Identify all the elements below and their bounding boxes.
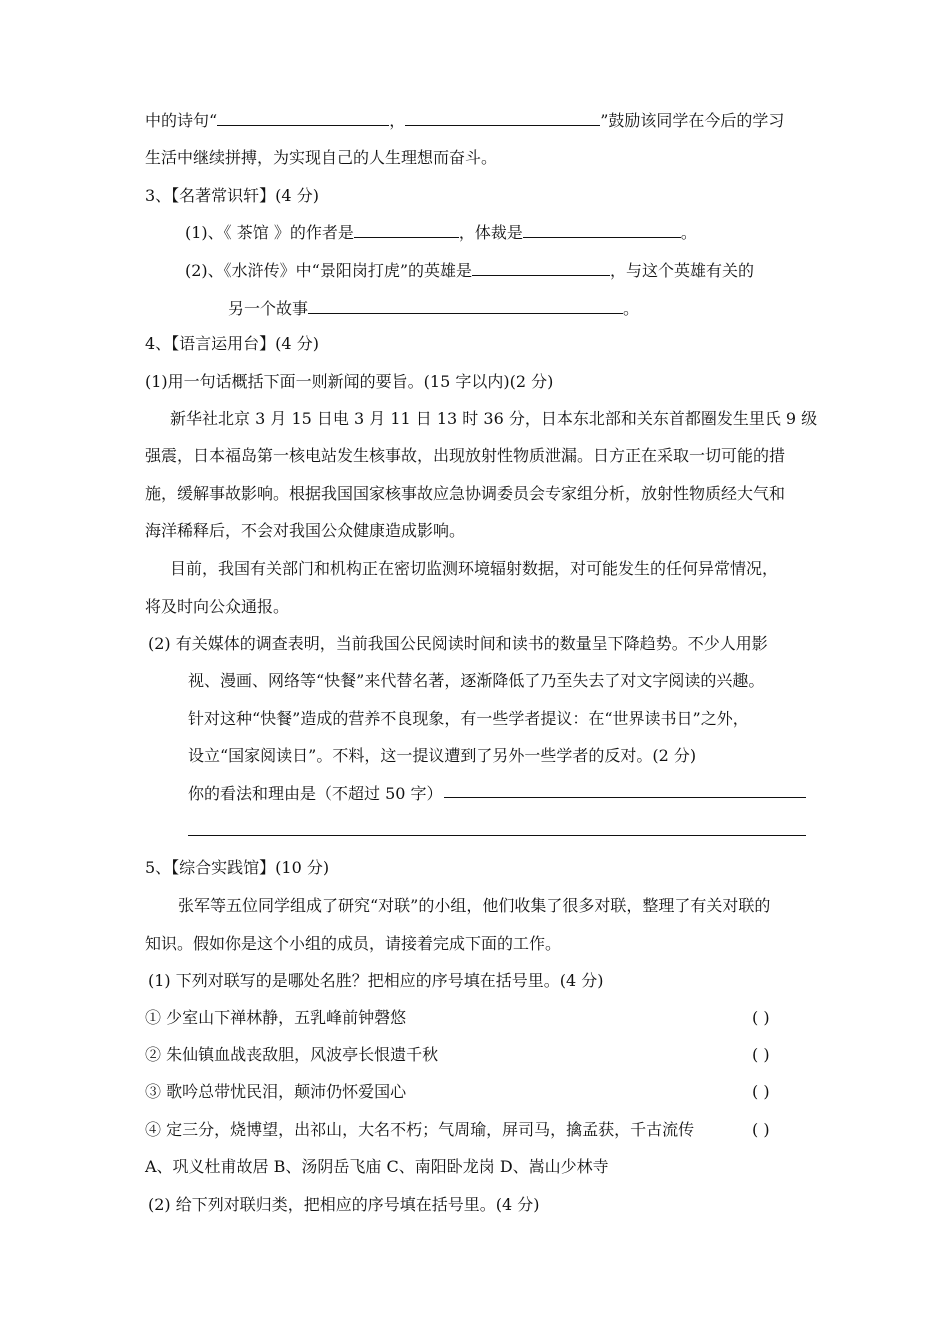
answer-line[interactable] [444,797,806,798]
text-segment: 。 [680,223,697,242]
answer-line[interactable] [188,835,806,836]
fill-blank[interactable] [217,110,389,126]
q5-options: A、巩义杜甫故居 B、汤阴岳飞庙 C、南阳卧龙岗 D、嵩山少林寺 [145,1157,609,1176]
news-text-line: 将及时向公众通报。 [145,597,290,616]
couplet-item: ④ 定三分，烧博望，出祁山，大名不朽；气周瑜，屏司马，擒孟获，千古流传 [145,1120,695,1139]
q5-sub2: (2) 给下列对联归类，把相应的序号填在括号里。(4 分) [148,1195,540,1214]
couplet-item: ② 朱仙镇血战丧敌胆，风波亭长恨遗千秋 [145,1045,439,1064]
answer-paren[interactable]: ( ) [752,1120,770,1139]
section-heading-q5: 5、【综合实践馆】(10 分) [145,858,330,877]
answer-paren[interactable]: ( ) [752,1008,770,1027]
q5-intro-line: 张军等五位同学组成了研究“对联”的小组，他们收集了很多对联，整理了有关对联的 [178,896,771,915]
q3-item-1 [185,222,850,243]
q5-intro-line: 知识。假如你是这个小组的成员，请接着完成下面的工作。 [145,934,562,953]
answer-paren[interactable]: ( ) [752,1045,770,1064]
poem-fill-line [145,110,810,131]
fill-blank[interactable] [308,298,623,314]
q4-sub2-line: 针对这种“快餐”造成的营养不良现象，有一些学者提议：在“世界读书日”之外， [188,709,749,728]
q4-answer-prompt: 你的看法和理由是（不超过 50 字） [188,784,443,803]
text-line: 生活中继续拼搏，为实现自己的人生理想而奋斗。 [145,148,498,167]
q4-sub2-line: 视、漫画、网络等“快餐”来代替名著，逐渐降低了乃至失去了对文字阅读的兴趣。 [188,671,765,690]
section-heading-q4: 4、【语言运用台】(4 分) [145,334,319,353]
q3-item-2-cont [228,298,893,319]
news-text-line: 新华社北京 3 月 15 日电 3 月 11 日 13 时 36 分，日本东北部和关东首都圈发生里氏 9 级 [170,409,818,428]
couplet-item: ③ 歌吟总带忧民泪，颠沛仍怀爱国心 [145,1082,407,1101]
news-text-line: 海洋稀释后，不会对我国公众健康造成影响。 [145,521,466,540]
news-text-line: 强震，日本福岛第一核电站发生核事故，出现放射性物质泄漏。日方正在采取一切可能的措 [145,446,786,465]
text-segment: (2)、《水浒传》中“景阳岗打虎”的英雄是 [185,261,473,280]
q4-sub1: (1)用一句话概括下面一则新闻的要旨。(15 字以内)(2 分) [145,372,554,391]
q5-sub1: (1) 下列对联写的是哪处名胜？把相应的序号填在括号里。(4 分) [148,971,604,990]
news-text-line: 施，缓解事故影响。根据我国国家核事故应急协调委员会专家组分析，放射性物质经大气和 [145,484,786,503]
text-segment: 。 [623,299,640,318]
text-segment: 中的诗句“ [145,111,218,130]
q4-sub2-line: (2) 有关媒体的调查表明，当前我国公民阅读时间和读书的数量呈下降趋势。不少人用影 [148,634,768,653]
section-heading-q3: 3、【名著常识轩】(4 分) [145,186,319,205]
couplet-item: ① 少室山下禅林静，五乳峰前钟磬悠 [145,1008,407,1027]
text-segment: ， [389,111,406,130]
text-segment: ”鼓励该同学在今后的学习 [600,111,785,130]
fill-blank[interactable] [523,222,681,238]
fill-blank[interactable] [405,110,600,126]
text-segment: ，体裁是 [458,223,523,242]
news-text-line: 目前，我国有关部门和机构正在密切监测环境辐射数据，对可能发生的任何异常情况， [170,559,779,578]
text-segment: (1)、《 茶馆 》的作者是 [185,223,354,242]
text-segment: 另一个故事 [228,299,309,318]
fill-blank[interactable] [472,260,610,276]
q3-item-2 [185,260,850,281]
text-segment: ，与这个英雄有关的 [610,261,755,280]
q4-sub2-line: 设立“国家阅读日”。不料，这一提议遭到了另外一些学者的反对。(2 分) [188,746,697,765]
answer-paren[interactable]: ( ) [752,1082,770,1101]
fill-blank[interactable] [354,222,459,238]
